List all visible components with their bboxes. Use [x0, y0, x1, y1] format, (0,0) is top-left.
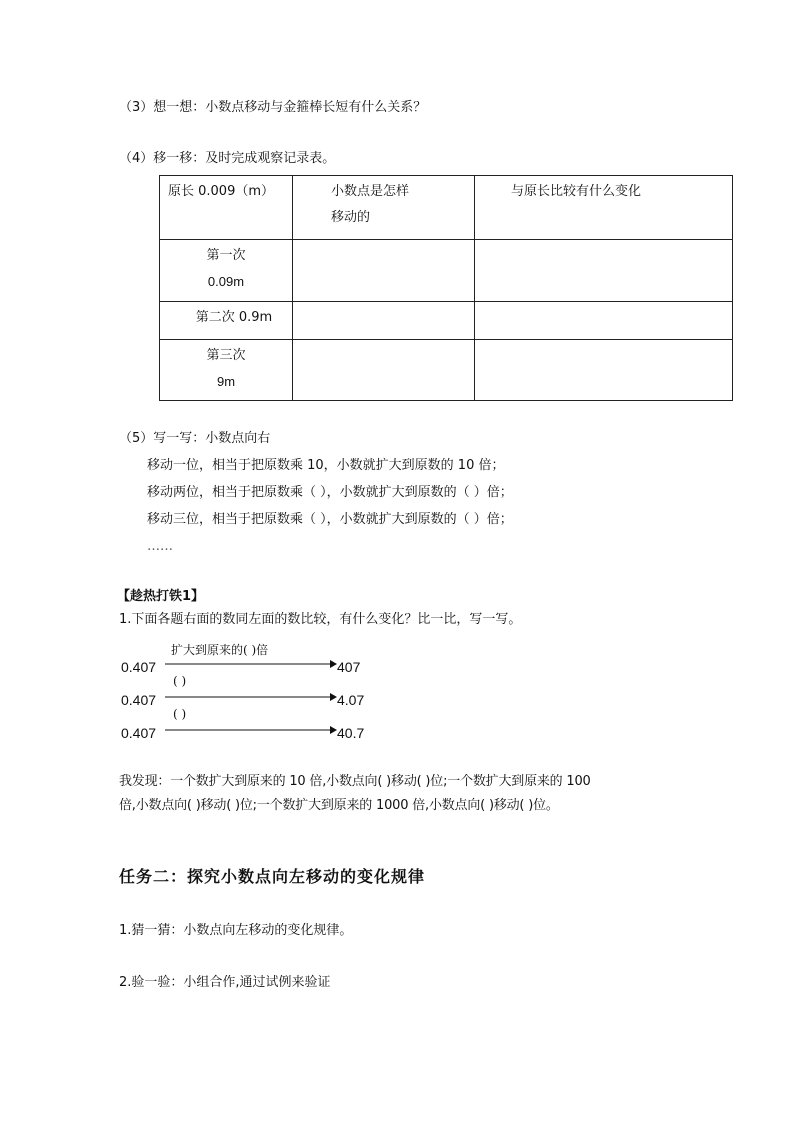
- question-5-line3: 移动三位，相当于把原数乘（ ），小数就扩大到原数的（ ）倍；: [147, 512, 513, 527]
- right-arrow-icon: [165, 721, 337, 743]
- answer-cell[interactable]: [475, 340, 733, 401]
- right-number: 407: [337, 659, 361, 675]
- question-5-title: （5）写一写：小数点向右: [119, 431, 271, 446]
- header-change: 与原长比较有什么变化: [475, 176, 733, 240]
- arrow-row: [121, 707, 371, 745]
- task2-item1: 1.猜一猜：小数点向左移动的变化规律。: [119, 923, 353, 938]
- arrow-row: [121, 643, 371, 679]
- arrow-label: ( ): [173, 674, 187, 688]
- right-arrow-icon: [165, 655, 337, 677]
- row-label-line1: 第三次: [206, 348, 246, 363]
- row-label: [160, 302, 293, 340]
- table-row: [160, 302, 733, 340]
- question-5-line2: 移动两位，相当于把原数乘（ ），小数就扩大到原数的（ ）倍；: [147, 485, 513, 500]
- answer-cell[interactable]: [293, 240, 475, 302]
- answer-cell[interactable]: [475, 240, 733, 302]
- question-5-ellipsis: ……: [147, 539, 173, 554]
- task2-item2: 2.验一验：小组合作,通过试例来验证: [119, 975, 331, 990]
- discovery-line2: 倍,小数点向( )移动( )位;一个数扩大到原来的 1000 倍,小数点向( )移动( )位。: [119, 798, 559, 813]
- table-row: [160, 240, 733, 302]
- arrow-label: 扩大到原来的( )倍: [171, 643, 269, 657]
- left-number: 0.407: [121, 725, 157, 741]
- answer-cell[interactable]: [475, 302, 733, 340]
- left-number: 0.407: [121, 659, 157, 675]
- answer-cell[interactable]: [293, 302, 475, 340]
- right-number: 40.7: [337, 725, 365, 741]
- left-number: 0.407: [121, 692, 157, 708]
- table-row: [160, 340, 733, 401]
- practice-title: 【趁热打铁1】: [117, 589, 205, 604]
- header-how-moved-line1: 小数点是怎样: [331, 184, 410, 199]
- question-5-line1: 移动一位，相当于把原数乘 10，小数就扩大到原数的 10 倍；: [147, 458, 505, 473]
- discovery-line1: 我发现：一个数扩大到原来的 10 倍,小数点向( )移动( )位;一个数扩大到原来的 100: [119, 774, 591, 789]
- header-how-moved: [293, 176, 475, 240]
- row-label-line2: 0.09m: [207, 274, 245, 289]
- arrow-row: [121, 674, 371, 712]
- observation-table: [159, 175, 733, 401]
- task2-heading: 任务二：探究小数点向左移动的变化规律: [119, 867, 426, 886]
- answer-cell[interactable]: [293, 340, 475, 401]
- header-original-length: 原长 0.009（m）: [160, 176, 293, 240]
- question-4: （4）移一移：及时完成观察记录表。: [119, 151, 336, 166]
- row-label-line1: 第一次: [206, 248, 246, 263]
- practice-question: 1.下面各题右面的数同左面的数比较，有什么变化？比一比，写一写。: [119, 612, 522, 627]
- table-header-row: [160, 176, 733, 240]
- header-how-moved-line2: 移动的: [331, 210, 371, 225]
- row-label-line2: 9m: [216, 374, 236, 389]
- row-label: [160, 340, 293, 401]
- arrow-label: ( ): [173, 707, 187, 721]
- right-arrow-icon: [165, 688, 337, 710]
- row-label-line1: 第二次 0.9m: [195, 310, 273, 325]
- row-label: [160, 240, 293, 302]
- right-number: 4.07: [337, 692, 365, 708]
- question-3: （3）想一想：小数点移动与金箍棒长短有什么关系？: [119, 100, 427, 115]
